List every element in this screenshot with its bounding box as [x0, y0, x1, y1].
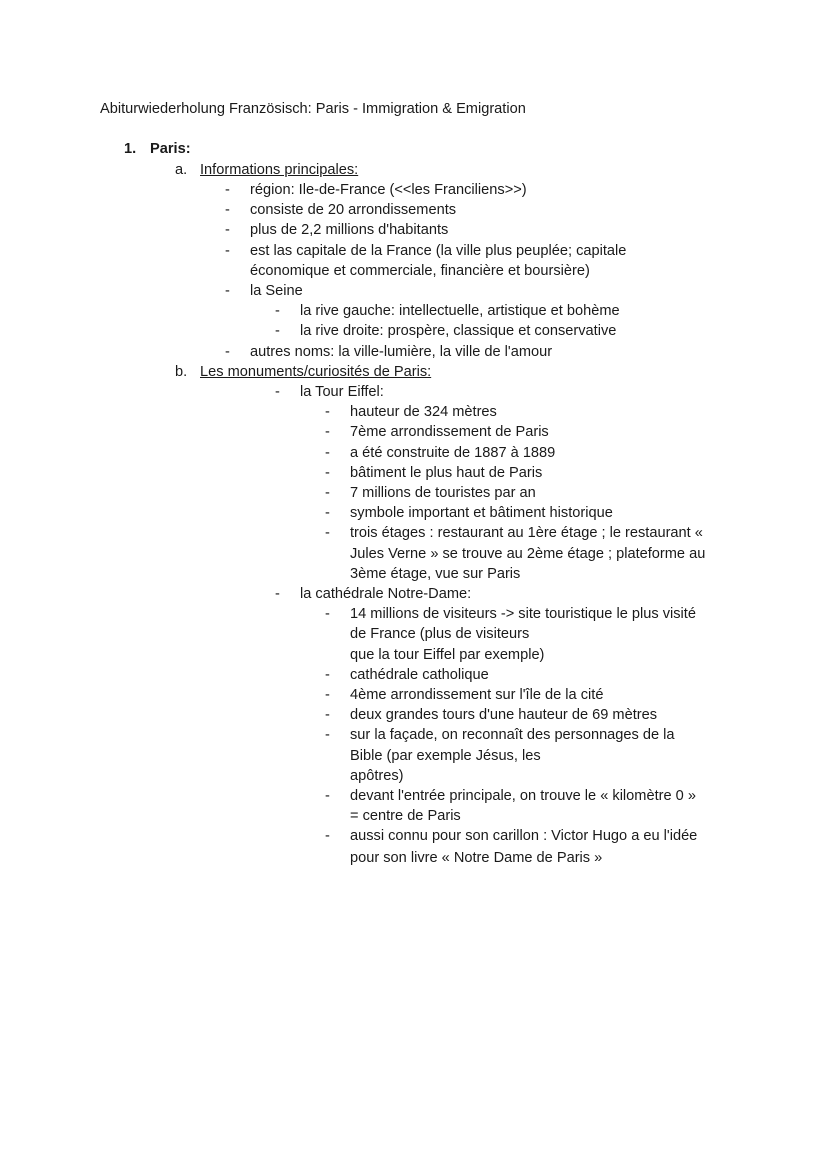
list-item-continued: pour son livre « Notre Dame de Paris » [350, 850, 603, 866]
bullet-dash: - [325, 687, 330, 703]
list-item: deux grandes tours d'une hauteur de 69 mètres [350, 707, 658, 723]
bullet-dash: - [325, 465, 330, 481]
list-item: sur la façade, on reconnaît des personnages de la [350, 727, 675, 743]
list-item: région: Ile-de-France (<<les Franciliens>>) [250, 182, 527, 198]
bullet-dash: - [325, 445, 330, 461]
list-item-continued: Bible (par exemple Jésus, les [350, 748, 541, 764]
bullet-dash: - [225, 182, 230, 198]
bullet-dash: - [225, 243, 230, 259]
list-item: 7ème arrondissement de Paris [350, 424, 549, 440]
list-item: la rive droite: prospère, classique et conservative [300, 323, 617, 339]
list-item: plus de 2,2 millions d'habitants [250, 222, 449, 238]
bullet-dash: - [325, 707, 330, 723]
list-item: devant l'entrée principale, on trouve le « kilomètre 0 » [350, 788, 696, 804]
list-item-continued: économique et commerciale, financière et boursière) [250, 263, 590, 279]
bullet-dash: - [325, 606, 330, 622]
document-title: Abiturwiederholung Französisch: Paris - Immigration & Emigration [100, 101, 526, 117]
bullet-dash: - [275, 586, 280, 602]
list-item: hauteur de 324 mètres [350, 404, 497, 420]
bullet-dash: - [325, 485, 330, 501]
list-item-continued: de France (plus de visiteurs [350, 626, 530, 642]
list-item-continued: que la tour Eiffel par exemple) [350, 647, 545, 663]
subsection-heading: Informations principales: [200, 162, 359, 178]
bullet-dash: - [325, 404, 330, 420]
list-item: la Seine [250, 283, 303, 299]
list-item: symbole important et bâtiment historique [350, 505, 613, 521]
list-item-continued: = centre de Paris [350, 808, 461, 824]
list-item: 14 millions de visiteurs -> site touristique le plus visité [350, 606, 696, 622]
bullet-dash: - [325, 525, 330, 541]
list-item: la rive gauche: intellectuelle, artistique et bohème [300, 303, 620, 319]
section-heading: Paris: [150, 141, 191, 157]
list-item: bâtiment le plus haut de Paris [350, 465, 543, 481]
list-item: est las capitale de la France (la ville plus peuplée; capitale [250, 243, 627, 259]
bullet-dash: - [275, 323, 280, 339]
bullet-dash: - [225, 344, 230, 360]
bullet-dash: - [325, 667, 330, 683]
section-number: 1. [124, 141, 137, 157]
list-item: trois étages : restaurant au 1ère étage ; le restaurant « [350, 525, 703, 541]
list-item: aussi connu pour son carillon : Victor Hugo a eu l'idée [350, 828, 698, 844]
list-item: 4ème arrondissement sur l'île de la cité [350, 687, 604, 703]
list-item: cathédrale catholique [350, 667, 489, 683]
bullet-dash: - [225, 283, 230, 299]
list-item-continued: apôtres) [350, 768, 404, 784]
bullet-dash: - [275, 384, 280, 400]
list-item-continued: 3ème étage, vue sur Paris [350, 566, 521, 582]
list-item: a été construite de 1887 à 1889 [350, 445, 556, 461]
list-item: autres noms: la ville-lumière, la ville de l'amour [250, 344, 553, 360]
bullet-dash: - [225, 202, 230, 218]
monument-title: la cathédrale Notre-Dame: [300, 586, 472, 602]
list-item-continued: Jules Verne » se trouve au 2ème étage ; plateforme au [350, 546, 706, 562]
bullet-dash: - [325, 788, 330, 804]
subsection-letter: a. [175, 162, 188, 178]
monument-title: la Tour Eiffel: [300, 384, 384, 400]
bullet-dash: - [325, 727, 330, 743]
bullet-dash: - [225, 222, 230, 238]
list-item: 7 millions de touristes par an [350, 485, 536, 501]
bullet-dash: - [275, 303, 280, 319]
list-item: consiste de 20 arrondissements [250, 202, 457, 218]
subsection-letter: b. [175, 364, 188, 380]
bullet-dash: - [325, 505, 330, 521]
bullet-dash: - [325, 424, 330, 440]
subsection-heading: Les monuments/curiosités de Paris: [200, 364, 432, 380]
bullet-dash: - [325, 828, 330, 844]
